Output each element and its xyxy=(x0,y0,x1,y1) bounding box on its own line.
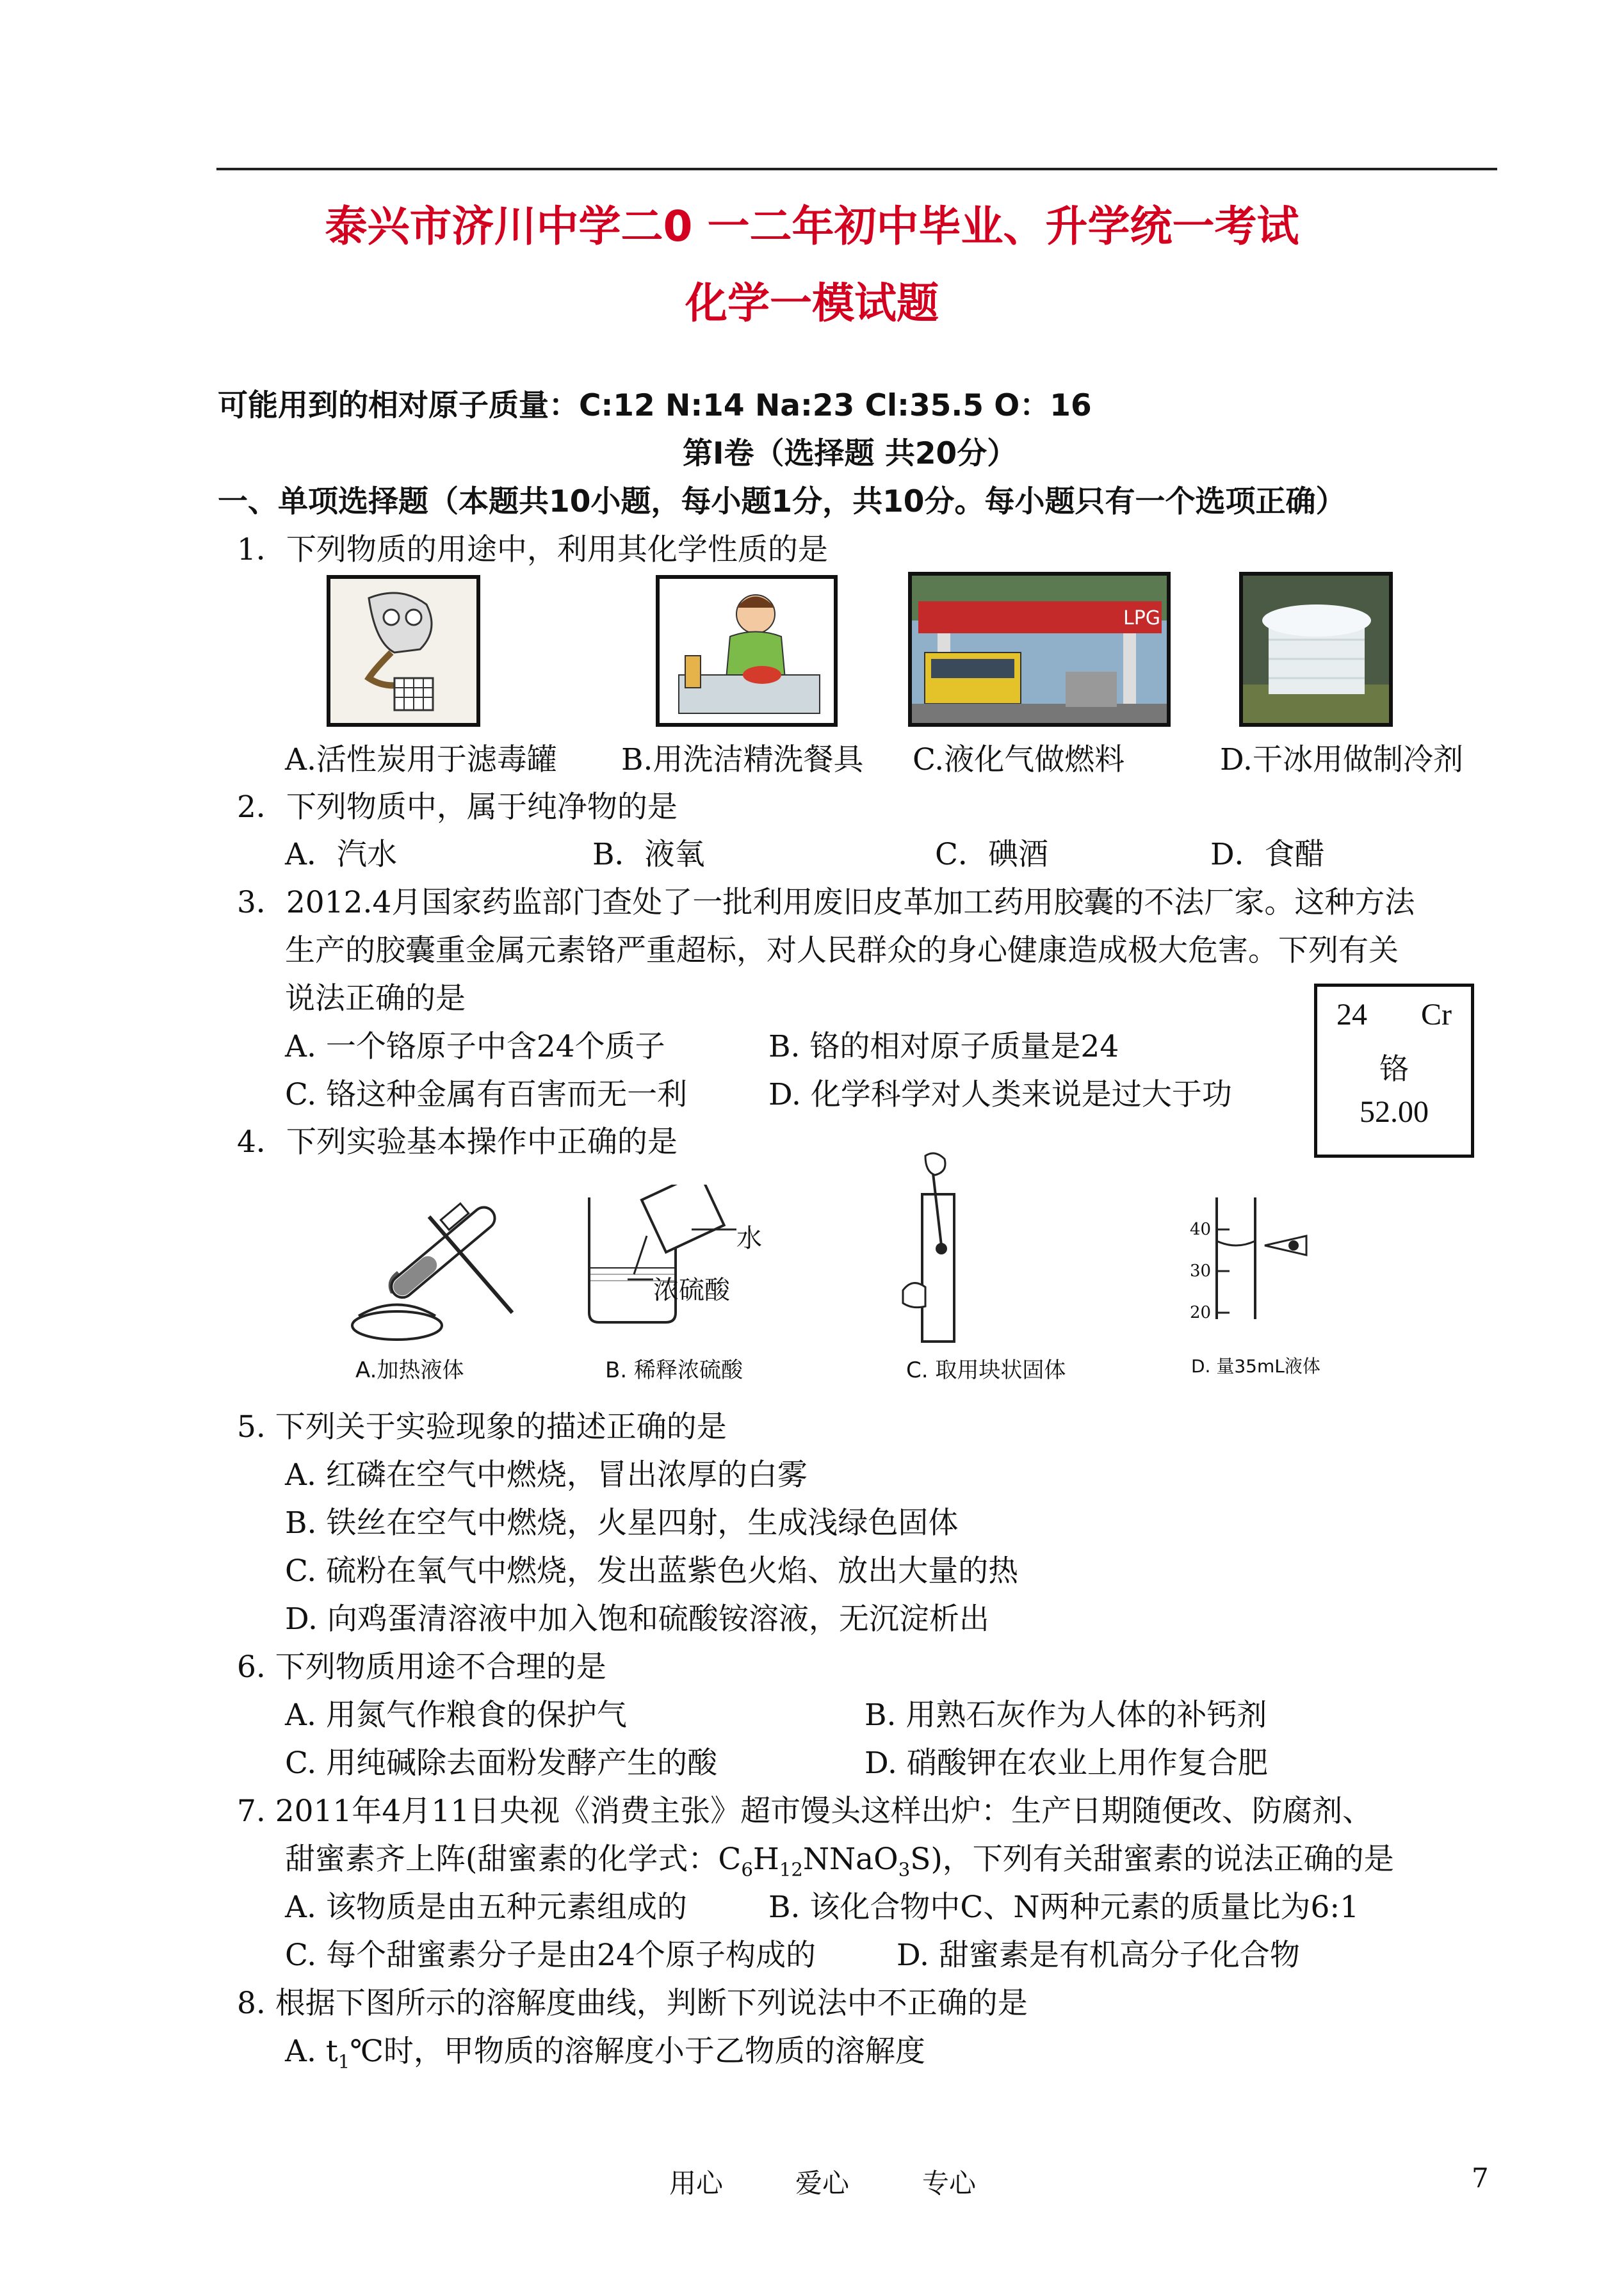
q7-option-c: C. 每个甜蜜素分子是由24个原子构成的 xyxy=(285,1938,816,1973)
tick-30: 30 xyxy=(1190,1261,1212,1281)
q6-option-a: A. 用氮气作粮食的保护气 xyxy=(285,1698,627,1733)
q3-option-a: A. 一个铬原子中含24个质子 xyxy=(285,1029,665,1064)
q7-line-2: 甜蜜素齐上阵(甜蜜素的化学式：$C_6H_{12}NNaO_3S$)，下列有关甜蜜素的说法正确的是 xyxy=(285,1842,1394,1881)
q3-line-3: 说法正确的是 xyxy=(285,981,466,1016)
footer-motto-1: 用心 xyxy=(669,2168,724,2199)
q7-option-a: A. 该物质是由五种元素组成的 xyxy=(285,1890,687,1925)
element-symbol: Cr xyxy=(1421,998,1452,1032)
q2-option-d: D．食醋 xyxy=(1210,837,1325,872)
q6-option-c: C. 用纯碱除去面粉发酵产生的酸 xyxy=(285,1746,718,1781)
q2-option-b: B．液氧 xyxy=(592,837,705,872)
tick-40: 40 xyxy=(1190,1220,1212,1239)
q2-option-c: C．碘酒 xyxy=(935,837,1048,872)
water-label: 水 xyxy=(736,1224,762,1253)
acid-label: 浓硫酸 xyxy=(653,1276,730,1305)
q4-caption-a: A.加热液体 xyxy=(355,1358,464,1383)
section-title: 第Ⅰ卷（选择题 共20分） xyxy=(683,436,1018,471)
atomic-masses: 可能用到的相对原子质量：C:12 N:14 Na:23 Cl:35.5 O：16 xyxy=(218,388,1092,423)
dilute-acid-diagram xyxy=(576,1185,756,1332)
q1-stem: 1．下列物质的用途中，利用其化学性质的是 xyxy=(237,532,828,567)
q5-stem: 5. 下列关于实验现象的描述正确的是 xyxy=(237,1409,727,1445)
q7-option-b: B. 该化合物中C、N两种元素的质量比为6:1 xyxy=(768,1890,1360,1925)
q7-line-1: 7. 2011年4月11日央视《消费主张》超市馒头这样出炉：生产日期随便改、防腐剂、 xyxy=(237,1794,1373,1829)
q6-stem: 6. 下列物质用途不合理的是 xyxy=(237,1650,606,1685)
q3-option-b: B. 铬的相对原子质量是24 xyxy=(768,1029,1119,1064)
q3-option-c: C. 铬这种金属有百害而无一利 xyxy=(285,1077,688,1112)
q4-caption-d: D. 量35mL液体 xyxy=(1191,1356,1320,1377)
q8-option-a: A. $t_1℃$时，甲物质的溶解度小于乙物质的溶解度 xyxy=(285,2034,925,2073)
page-number: 7 xyxy=(1472,2162,1489,2194)
header-rule xyxy=(216,168,1497,170)
dry-ice-icon xyxy=(1239,572,1393,727)
footer-motto-2: 爱心 xyxy=(795,2168,850,2199)
q4-caption-c: C. 取用块状固体 xyxy=(906,1358,1066,1383)
q7-option-d: D. 甜蜜素是有机高分子化合物 xyxy=(897,1938,1300,1973)
footer-motto-3: 专心 xyxy=(922,2168,977,2199)
washing-dishes-icon xyxy=(656,575,838,727)
q5-option-c: C. 硫粉在氧气中燃烧，发出蓝紫色火焰、放出大量的热 xyxy=(285,1553,1019,1589)
q5-option-a: A. 红磷在空气中燃烧，冒出浓厚的白雾 xyxy=(285,1457,808,1493)
heating-liquid-diagram xyxy=(346,1185,538,1351)
q8-stem: 8. 根据下图所示的溶解度曲线，判断下列说法中不正确的是 xyxy=(237,1986,1028,2021)
element-mass: 52.00 xyxy=(1360,1095,1429,1129)
q1-option-c: C.液化气做燃料 xyxy=(913,742,1125,777)
part1-heading: 一、单项选择题（本题共10小题，每小题1分，共10分。每小题只有一个选项正确） xyxy=(218,484,1346,519)
q2-stem: 2．下列物质中，属于纯净物的是 xyxy=(237,790,678,825)
gas-mask-icon xyxy=(327,575,480,727)
exam-title: 泰兴市济川中学二0 一二年初中毕业、升学统一考试 xyxy=(325,202,1299,251)
q4-caption-b: B. 稀释浓硫酸 xyxy=(605,1358,743,1383)
element-name: 铬 xyxy=(1379,1051,1409,1086)
q6-option-d: D. 硝酸钾在农业上用作复合肥 xyxy=(865,1746,1268,1781)
q1-option-d: D.干冰用做制冷剂 xyxy=(1220,742,1463,777)
solid-reagent-diagram xyxy=(897,1149,993,1348)
exam-subtitle: 化学一模试题 xyxy=(685,279,939,328)
q1-option-b: B.用洗洁精洗餐具 xyxy=(621,742,864,777)
q3-line-1: 3．2012.4月国家药监部门查处了一批利用废旧皮革加工药用胶囊的不法厂家。这种方法 xyxy=(237,885,1415,920)
q2-option-a: A．汽水 xyxy=(285,837,397,872)
gas-station-icon xyxy=(908,572,1171,727)
tick-20: 20 xyxy=(1190,1303,1212,1322)
q5-option-b: B. 铁丝在空气中燃烧，火星四射，生成浅绿色固体 xyxy=(285,1505,959,1541)
q3-option-d: D. 化学科学对人类来说是过大于功 xyxy=(768,1077,1232,1112)
q5-option-d: D. 向鸡蛋清溶液中加入饱和硫酸铵溶液，无沉淀析出 xyxy=(285,1602,989,1637)
q3-line-2: 生产的胶囊重金属元素铬严重超标，对人民群众的身心健康造成极大危害。下列有关 xyxy=(285,933,1399,968)
element-card xyxy=(1314,984,1474,1158)
element-number: 24 xyxy=(1336,998,1367,1032)
q1-option-a: A.活性炭用于滤毒罐 xyxy=(285,742,557,777)
lpg-sign: LPG xyxy=(1123,607,1161,629)
q6-option-b: B. 用熟石灰作为人体的补钙剂 xyxy=(865,1698,1267,1733)
q4-stem: 4．下列实验基本操作中正确的是 xyxy=(237,1124,678,1160)
